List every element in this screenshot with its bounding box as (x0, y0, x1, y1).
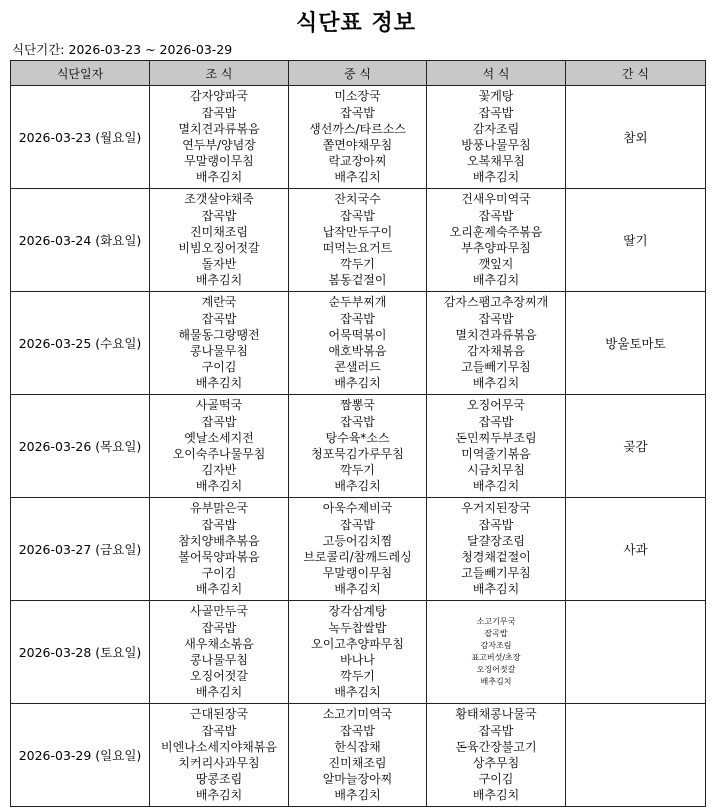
dish-item: 계란국 (201, 295, 237, 310)
menu-cell-breakfast (150, 86, 289, 189)
dish-item: 배추김치 (472, 170, 520, 185)
dish-item: 멸치견과류볶음 (455, 327, 537, 342)
menu-cell-breakfast (150, 395, 289, 498)
dish-item: 치커리사과무침 (178, 756, 260, 770)
header-breakfast: 조 식 (150, 61, 289, 86)
dish-item: 콩나물무침 (190, 344, 248, 358)
dish-item: 한식잡채 (334, 739, 381, 754)
dish-item: 잡곡밥 (340, 105, 375, 120)
dish-item: 생선까스/타르소스 (309, 121, 406, 136)
dish-item: 미역줄기볶음 (461, 447, 531, 461)
menu-cell-breakfast (150, 189, 289, 292)
dish-item: 배추김치 (472, 788, 520, 803)
menu-cell-lunch (289, 498, 427, 601)
header-snack: 간 식 (566, 61, 706, 86)
menu-body (11, 86, 706, 807)
menu-cell-dinner (427, 498, 566, 601)
dish-item: 구이김 (478, 772, 514, 787)
dish-item: 봄동겉절이 (328, 273, 387, 288)
menu-snack: 곶감 (566, 395, 706, 498)
dish-item: 잡곡밥 (484, 629, 508, 638)
dish-item: 잡곡밥 (340, 414, 375, 429)
dish-item: 오이숙주나물무침 (172, 447, 266, 461)
dish-item: 고등어김치찜 (322, 533, 393, 548)
dish-item: 배추김치 (195, 582, 243, 597)
dish-item: 방풍나물무침 (461, 138, 531, 152)
dish-item: 구이김 (201, 360, 237, 375)
dish-item: 잡곡밥 (340, 517, 375, 532)
dish-item: 깍두기 (340, 669, 375, 684)
dish-item: 볼어묵양파볶음 (178, 550, 260, 564)
dish-item: 배추김치 (334, 376, 381, 391)
dish-item: 아욱수제비국 (322, 501, 393, 516)
menu-date: 2026-03-23 (월요일) (11, 86, 150, 189)
dish-item: 잡곡밥 (201, 105, 237, 120)
menu-cell-breakfast (150, 601, 289, 704)
dish-item: 콘샐러드 (334, 360, 381, 375)
dish-item: 달걀장조림 (467, 533, 525, 548)
dish-item: 구이김 (201, 566, 237, 581)
dish-item: 조갯살야채죽 (184, 192, 254, 207)
dish-item: 새우채소볶음 (184, 636, 254, 651)
dish-item: 진미채조림 (190, 224, 248, 239)
menu-cell-breakfast (150, 704, 289, 807)
dish-item: 잡곡밥 (201, 208, 237, 223)
dish-item: 오복채무침 (467, 154, 525, 169)
dish-item: 우거지된장국 (461, 501, 531, 516)
dish-item: 잡곡밥 (340, 723, 375, 738)
dish-item: 청포묵김가루무침 (311, 447, 404, 461)
dish-item: 어묵떡볶이 (328, 327, 387, 342)
dish-item: 납작만두구이 (322, 224, 393, 239)
header-dinner: 석 식 (427, 61, 566, 86)
dish-item: 오리훈제숙주볶음 (449, 224, 543, 239)
dish-item: 근대된장국 (190, 707, 248, 722)
dish-item: 고들빼기무침 (461, 566, 531, 581)
dish-item: 알마늘장아찌 (322, 772, 393, 787)
dish-item: 감자채볶음 (467, 344, 525, 358)
dish-item: 바나나 (340, 653, 375, 667)
menu-cell-lunch (289, 189, 427, 292)
dish-item: 깍두기 (340, 257, 375, 272)
dish-item: 떠먹는요거트 (322, 241, 393, 255)
dish-item: 꽃게탕 (478, 89, 514, 104)
dish-item: 배추김치 (472, 582, 520, 597)
dish-item: 배추김치 (195, 273, 243, 288)
dish-item: 소고기무국 (476, 617, 516, 626)
dish-item: 감자양파국 (190, 89, 248, 104)
dish-item: 김자반 (201, 463, 237, 478)
dish-item: 잡곡밥 (201, 620, 237, 635)
menu-date: 2026-03-28 (토요일) (11, 601, 150, 704)
dish-item: 배추김치 (334, 479, 381, 494)
dish-item: 배추김치 (195, 479, 243, 494)
dish-item: 옛날소세지전 (184, 430, 254, 445)
menu-cell-breakfast (150, 292, 289, 395)
menu-snack (566, 704, 706, 807)
menu-table (10, 60, 706, 807)
dish-item: 녹두찹쌀밥 (328, 620, 387, 635)
dish-item: 돈민찌두부조림 (455, 430, 537, 445)
header-date: 식단일자 (11, 61, 150, 86)
dish-item: 감자조림 (472, 121, 520, 136)
dish-item: 잡곡밥 (478, 208, 514, 223)
dish-item: 배추김치 (334, 170, 381, 185)
dish-item: 잡곡밥 (478, 723, 514, 738)
dish-item: 배추김치 (195, 685, 243, 700)
dish-item: 배추김치 (334, 685, 381, 700)
dish-item: 배추김치 (195, 376, 243, 391)
dish-item: 미소장국 (334, 89, 381, 104)
dish-item: 무말랭이무침 (322, 566, 393, 581)
table-row (11, 292, 706, 395)
menu-date: 2026-03-29 (일요일) (11, 704, 150, 807)
dish-item: 해물동그랑땡전 (178, 327, 260, 342)
dish-item: 사골떡국 (195, 398, 243, 413)
page-title: 식단표 정보 (296, 11, 416, 36)
dish-item: 잡곡밥 (478, 517, 514, 532)
menu-cell-dinner (427, 292, 566, 395)
dish-item: 고들빼기무침 (461, 360, 531, 375)
dish-item: 비엔나소세지야채볶음 (161, 739, 277, 754)
dish-item: 깍두기 (340, 463, 375, 478)
dish-item: 탕수육*소스 (325, 430, 390, 445)
dish-item: 비빔오징어젓갈 (178, 241, 260, 255)
dish-item: 진미채조림 (328, 756, 387, 770)
header-lunch: 중 식 (289, 61, 427, 86)
dish-item: 콩나물무침 (190, 653, 248, 667)
dish-item: 잡곡밥 (340, 208, 375, 223)
dish-item: 멸치견과류볶음 (178, 121, 260, 136)
dish-item: 부추양파무침 (461, 241, 531, 255)
menu-cell-lunch (289, 395, 427, 498)
dish-item: 표고버섯/초장 (471, 653, 521, 662)
dish-item: 감자조림 (480, 641, 512, 650)
menu-cell-breakfast (150, 498, 289, 601)
dish-item: 잡곡밥 (478, 414, 514, 429)
dish-item: 배추김치 (472, 376, 520, 391)
menu-date: 2026-03-24 (화요일) (11, 189, 150, 292)
dish-item: 배추김치 (472, 479, 520, 494)
dish-item: 배추김치 (472, 273, 520, 288)
dish-item: 오이고추양파무침 (311, 636, 404, 651)
dish-item: 땅콩조림 (195, 772, 243, 787)
menu-snack: 사과 (566, 498, 706, 601)
menu-date: 2026-03-27 (금요일) (11, 498, 150, 601)
dish-item: 쫄면야채무침 (322, 138, 393, 152)
dish-item: 잡곡밥 (478, 311, 514, 326)
dish-item: 무말랭이무침 (184, 154, 254, 169)
menu-snack (566, 601, 706, 704)
dish-item: 사골만두국 (190, 604, 248, 619)
dish-item: 배추김치 (334, 582, 381, 597)
menu-cell-dinner (427, 704, 566, 807)
dish-item: 상추무침 (472, 756, 520, 770)
dish-item: 애호박볶음 (328, 344, 387, 358)
table-row (11, 704, 706, 807)
menu-snack: 딸기 (566, 189, 706, 292)
menu-period: 식단기간: 2026-03-23 ~ 2026-03-29 (12, 42, 233, 57)
dish-item: 건새우미역국 (461, 192, 531, 207)
dish-item: 잡곡밥 (478, 105, 514, 120)
menu-cell-lunch (289, 292, 427, 395)
table-row (11, 498, 706, 601)
dish-item: 돈육간장불고기 (455, 739, 537, 754)
menu-date: 2026-03-26 (목요일) (11, 395, 150, 498)
dish-item: 시금치무침 (467, 463, 525, 478)
table-row (11, 601, 706, 704)
menu-cell-lunch (289, 601, 427, 704)
menu-cell-dinner (427, 601, 566, 704)
dish-item: 오징어무국 (467, 398, 525, 413)
dish-item: 순두부찌개 (328, 295, 387, 310)
menu-cell-dinner (427, 86, 566, 189)
dish-item: 오징어젓갈 (476, 665, 516, 674)
dish-item: 황태채콩나물국 (455, 707, 537, 722)
menu-cell-lunch (289, 86, 427, 189)
dish-item: 배추김치 (480, 677, 512, 686)
dish-item: 연두부/양념장 (182, 138, 256, 152)
menu-snack: 방울토마토 (566, 292, 706, 395)
dish-item: 청경채겉절이 (461, 550, 531, 564)
dish-item: 장각삼계탕 (328, 604, 387, 619)
dish-item: 잡곡밥 (201, 311, 237, 326)
dish-item: 잡곡밥 (201, 414, 237, 429)
menu-cell-lunch (289, 704, 427, 807)
dish-item: 유부맑은국 (190, 501, 248, 516)
dish-item: 돌자반 (201, 257, 237, 272)
dish-item: 배추김치 (195, 788, 243, 803)
dish-item: 잡곡밥 (340, 311, 375, 326)
dish-item: 소고기미역국 (322, 707, 393, 722)
dish-item: 브로콜리/참깨드레싱 (303, 550, 412, 564)
dish-item: 잡곡밥 (201, 723, 237, 738)
dish-item: 배추김치 (195, 170, 243, 185)
menu-cell-dinner (427, 395, 566, 498)
dish-item: 오징어젓갈 (190, 669, 248, 684)
menu-date: 2026-03-25 (수요일) (11, 292, 150, 395)
dish-item: 감자스팸고추장찌개 (443, 295, 549, 310)
dish-item: 참치양배추볶음 (178, 533, 260, 548)
header-row (11, 61, 706, 86)
dish-item: 잡곡밥 (201, 517, 237, 532)
table-row (11, 86, 706, 189)
table-row (11, 189, 706, 292)
menu-cell-dinner (427, 189, 566, 292)
table-row (11, 395, 706, 498)
menu-snack: 참외 (566, 86, 706, 189)
dish-item: 잔치국수 (334, 192, 381, 207)
dish-item: 락교장아찌 (328, 154, 387, 169)
dish-item: 배추김치 (334, 788, 381, 803)
dish-item: 짬뽕국 (340, 398, 375, 413)
dish-item: 깻잎지 (478, 257, 514, 272)
